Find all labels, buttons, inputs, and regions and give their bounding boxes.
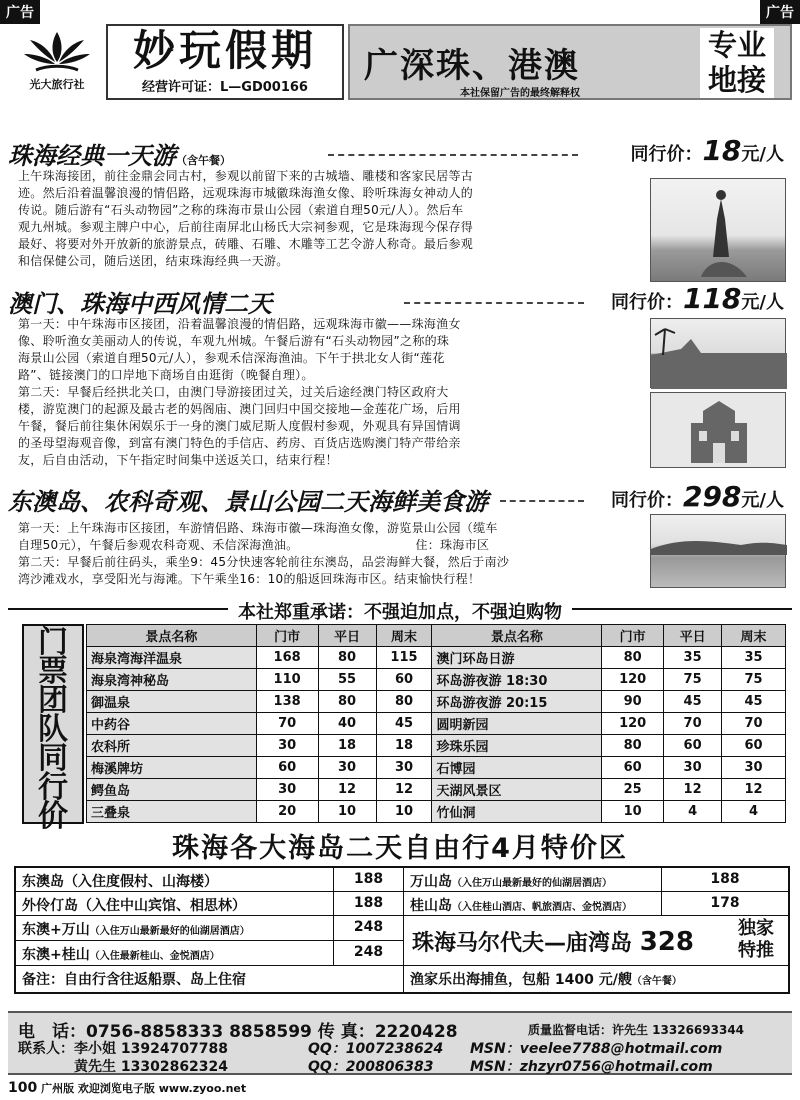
islands-section-title: 珠海各大海岛二天自由行4月特价区 <box>172 833 628 864</box>
specialty-label: 专业地接 <box>700 28 774 98</box>
dash-divider <box>500 500 584 502</box>
dash-divider <box>404 302 584 304</box>
tour-description: 第一天：中午珠海市区接团，沿着温馨浪漫的情侣路，远观珠海市徽——珠海渔女 像、聆听渔女美丽动人的传说，车观九州城。午餐后游有“石头动物园”之称的珠 海景山公园（索道自理50元/人），参观禾信深海渔油。下午于拱北女人街“莲花 路”、链接澳门的口岸地下商场自由逛街（晚餐自理）。 第二天：早餐后经拱北关口，由澳门导游接团过关，过关后途经澳门特区政府大 楼，游览澳门的起源及最古老的妈阁庙、澳门回归中国交接地—金莲花广场，后用 午餐，餐后前往集休闲娱乐于一身的澳门威尼斯人度假村参观，外观具有异国情调 的圣母望海观音像，到富有澳门特色的手信店、药房、百货店选购澳门特产带给亲 友，后自由活动，下午指定时间集中送返关口，结束行程！ <box>18 317 461 467</box>
footer <box>8 1080 246 1096</box>
company-logo <box>12 28 102 98</box>
tour-title: 东澳岛、农科奇观、景山公园二天海鲜美食游 <box>8 487 488 516</box>
fisher-girl-statue-photo <box>650 178 786 282</box>
tour-price: 同行价：18元/人 <box>630 134 784 167</box>
tour-price: 同行价：298元/人 <box>610 480 784 513</box>
table-row: 梅溪牌坊 60 30 30 石博园 60 30 30 <box>87 757 786 779</box>
lotus-logo-icon <box>22 28 92 76</box>
page-number: 100 <box>8 1080 38 1096</box>
footer-text: 欢迎浏览电子版 www.zyoo.net <box>77 1082 247 1095</box>
islands-price-table <box>14 866 790 994</box>
brand-box <box>106 24 344 100</box>
table-row: 三叠泉 20 10 10 竹仙洞 10 4 4 <box>87 801 786 823</box>
region-banner <box>348 24 792 100</box>
ad-tag-left: 广告 <box>0 0 40 24</box>
table-row: 海泉湾海洋温泉 168 80 115 澳门环岛日游 80 35 35 <box>87 647 786 669</box>
table-row: 御温泉 138 80 80 环岛游夜游 20:15 90 45 45 <box>87 691 786 713</box>
tour-title: 澳门、珠海中西风情二天 <box>8 289 272 318</box>
table-row: 农科所 30 18 18 珍珠乐园 80 60 60 <box>87 735 786 757</box>
tour-description: 上午珠海接团，前往金鼎会同古村，参观以前留下来的古城墙、雕楼和客家民居等古 迹。然后沿着温馨浪漫的情侣路，远观珠海市城徽珠海渔女像、聆听珠海女神动人的 传说。随后游有“石头动物园”之称的珠海市景山公园（索道自理50元/人）。然后车 观九州城。参观主牌户中心，后前往南屏北山杨氏大宗祠参观，它是珠海现今保存得 最好、将要对外开放新的旅游景点，砖雕、石雕、木雕等工艺令游人称奇。最后参观 和信保健公司，随后送团，结束珠海经典一天游。 <box>18 169 474 268</box>
tour-title: 珠海经典一天游（含午餐） <box>8 141 231 170</box>
table-row: 中药谷 70 40 45 圆明新园 120 70 70 <box>87 713 786 735</box>
dash-divider <box>328 154 578 156</box>
region-title: 广深珠、港澳 <box>364 46 580 86</box>
disclaimer: 本社保留广告的最终解释权 <box>460 88 580 99</box>
header <box>8 24 792 100</box>
lovers-road-photo <box>650 318 786 388</box>
contact-bar: 电 话：0756-8858333 8858599 传 真：2220428 质量监督电话：许先生 13326693344 联系人：李小姐 13924707788 QQ：1007238624 MSN：veelee7788@hotmail.com 黄先生 13302862324 QQ：200806383 MSN：zhzyr0756@hotmail.com <box>8 1011 792 1075</box>
island-row: 备注：自由行含往返船票、岛上住宿 渔家乐出海捕鱼，包船 1400 元/艘（含午餐） <box>16 966 788 992</box>
island-row: 外伶仃岛（入住中山宾馆、相思林） 188 桂山岛（入住桂山酒店、帆旅酒店、金悦酒店） 178 <box>16 892 788 916</box>
island-row: 东澳+万山（入住万山最新最好的仙湖居酒店） 248 东澳+桂山（入住最新桂山、金悦酒店） 248 珠海马尔代夫—庙湾岛 328 独家特推 <box>16 916 788 966</box>
table-row: 海泉湾神秘岛 110 55 60 环岛游夜游 18:30 120 75 75 <box>87 669 786 691</box>
ticket-side-label: 门票团队同行价 <box>22 624 84 824</box>
table-row: 鳄鱼岛 30 12 12 天湖风景区 25 12 12 <box>87 779 786 801</box>
tour-price: 同行价：118元/人 <box>610 282 784 315</box>
ad-tag-right: 广告 <box>760 0 800 24</box>
ticket-price-table <box>86 624 786 823</box>
st-pauls-ruins-photo <box>650 392 786 468</box>
promise-banner: 本社郑重承诺：不强迫加点，不强迫购物 <box>8 598 792 618</box>
table-header-row: 景点名称 门市 平日 周末 景点名称 门市 平日 周末 <box>87 625 786 647</box>
logo-caption: 光大旅行社 <box>29 78 85 91</box>
edition: 广州版 <box>41 1082 75 1095</box>
brand-title: 妙玩假期 <box>132 26 317 75</box>
license-number: 经营许可证：L—GD00166 <box>142 80 308 95</box>
island-row: 东澳岛（入住度假村、山海楼） 188 万山岛（入住万山最新最好的仙湖居酒店） 188 <box>16 868 788 892</box>
tour-description: 第一天：上午珠海市区接团，车游情侣路、珠海市徽—珠海渔女像，游览景山公园（缆车 自理50元），午餐后参观农科奇观、禾信深海渔油。 住：珠海市区 第二天：早餐后前往码头，乘坐9：45分快速客轮前往东澳岛，品尝海鲜大餐，然后于南沙 湾沙滩戏水，享受阳光与海滩。下午乘坐16：10的船返回珠海市区。结束愉快行程！ <box>18 521 510 586</box>
island-sea-photo <box>650 514 786 588</box>
